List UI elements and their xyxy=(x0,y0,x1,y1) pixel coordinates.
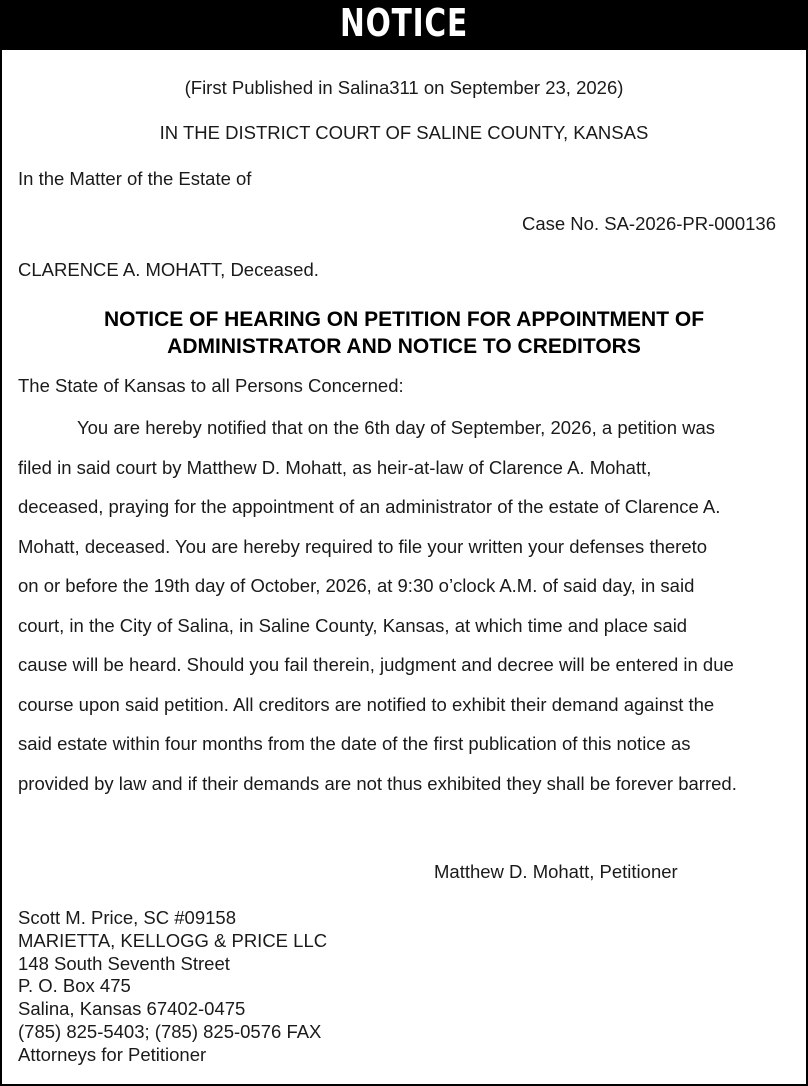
po-box: P. O. Box 475 xyxy=(18,975,131,997)
petitioner-signature: Matthew D. Mohatt, Petitioner xyxy=(434,861,678,882)
city-state-zip: Salina, Kansas 67402-0475 xyxy=(18,998,246,1020)
attorney-name: Scott M. Price, SC #09158 xyxy=(18,907,236,928)
body-line: court, in the City of Salina, in Saline County, Kansas, at which time and place said xyxy=(18,614,688,636)
notice-title-line-1: NOTICE OF HEARING ON PETITION FOR APPOINTMENT OF xyxy=(103,308,705,331)
attorney-block xyxy=(18,907,327,1067)
law-firm: MARIETTA, KELLOGG & PRICE LLC xyxy=(18,929,328,951)
court-line: IN THE DISTRICT COURT OF SALINE COUNTY, KANSAS xyxy=(159,122,649,143)
body-line: deceased, praying for the appointment of an administrator of the estate of Clarence A. xyxy=(18,496,721,517)
notice-title xyxy=(0,306,808,360)
salutation: The State of Kansas to all Persons Concerned: xyxy=(18,375,404,396)
body-line: cause will be heard. Should you fail therein, judgment and decree will be entered in due xyxy=(18,654,734,675)
body-line: course upon said petition. All creditors are notified to exhibit their demand against the xyxy=(18,693,715,715)
attorney-role: Attorneys for Petitioner xyxy=(18,1043,207,1065)
deceased-line: CLARENCE A. MOHATT, Deceased. xyxy=(18,259,319,280)
matter-line: In the Matter of the Estate of xyxy=(18,168,252,189)
street-address: 148 South Seventh Street xyxy=(18,952,230,974)
notice-body-paragraph xyxy=(18,408,794,803)
case-number: Case No. SA-2026-PR-000136 xyxy=(521,213,776,234)
body-line: You are hereby notified that on the 6th day of September, 2026, a petition was xyxy=(77,417,716,438)
publication-line: (First Published in Salina311 on September 23, 2026) xyxy=(184,77,624,98)
notice-header-bar xyxy=(0,0,808,50)
body-line: Mohatt, deceased. You are hereby required to file your written your defenses thereto xyxy=(18,535,708,557)
phone-fax: (785) 825-5403; (785) 825-0576 FAX xyxy=(18,1020,322,1042)
notice-header-title: NOTICE xyxy=(340,1,468,45)
notice-title-line-2: ADMINISTRATOR AND NOTICE TO CREDITORS xyxy=(167,335,641,358)
body-line: said estate within four months from the date of the first publication of this notice as xyxy=(18,733,691,754)
body-line: filed in said court by Matthew D. Mohatt, as heir-at-law of Clarence A. Mohatt, xyxy=(18,456,652,478)
body-line: provided by law and if their demands are not thus exhibited they shall be forever barred. xyxy=(18,772,737,794)
body-line: on or before the 19th day of October, 2026, at 9:30 o’clock A.M. of said day, in said xyxy=(18,575,695,596)
